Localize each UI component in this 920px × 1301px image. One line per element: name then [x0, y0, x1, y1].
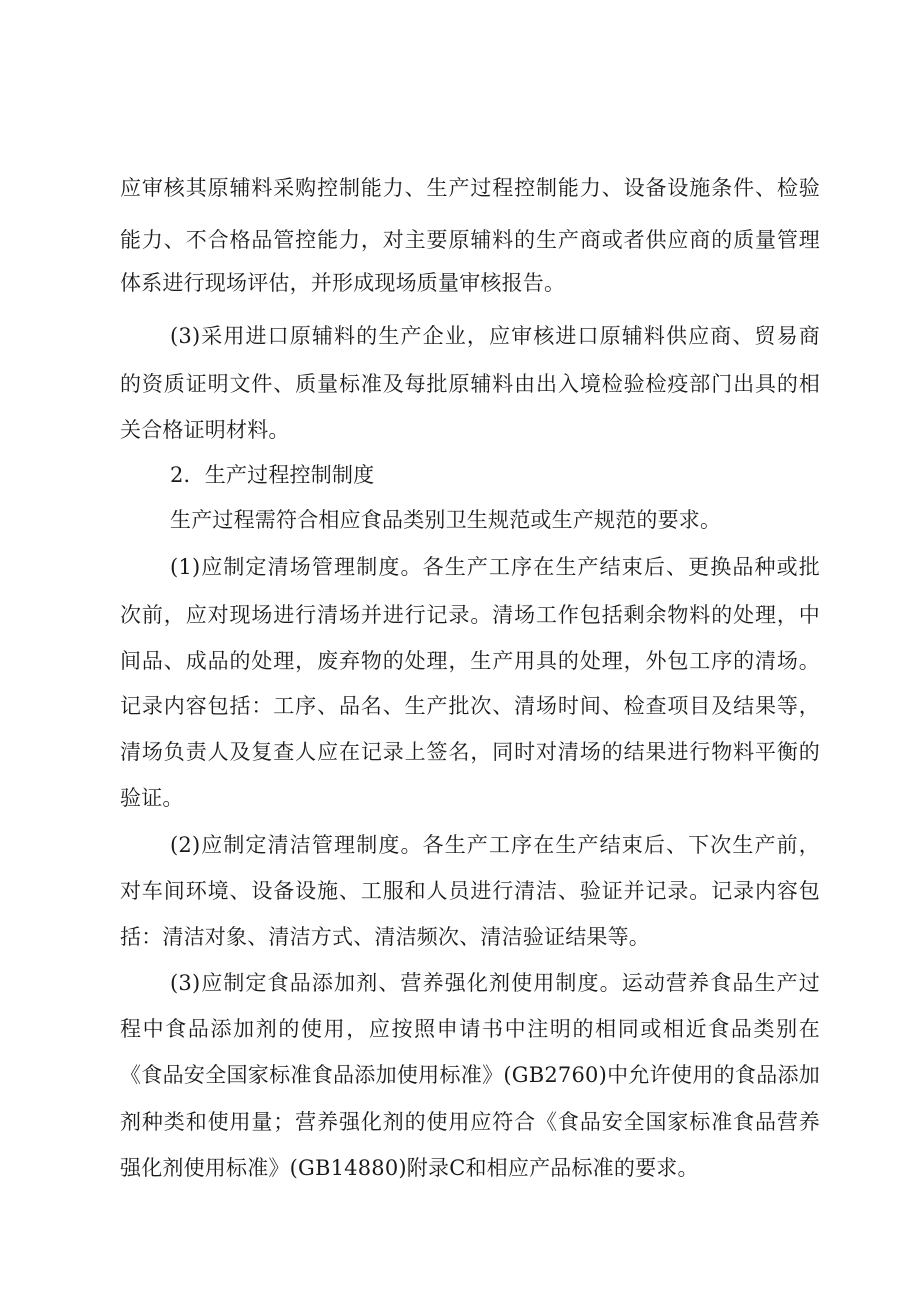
body-text-line: 生产过程需符合相应食品类别卫生规范或生产规范的要求。 [170, 508, 722, 532]
body-text-line: 剂种类和使用量；营养强化剂的使用应符合《食品安全国家标准食品营养 [120, 1110, 820, 1134]
body-text-line: 的资质证明文件、质量标准及每批原辅料由出入境检验检疫部门出具的相 [120, 372, 820, 396]
body-text-line: 关合格证明材料。 [120, 418, 290, 442]
body-text-line: (3)应制定食品添加剂、营养强化剂使用制度。运动营养食品生产过 [170, 971, 820, 995]
body-text-line: 程中食品添加剂的使用，应按照申请书中注明的相同或相近食品类别在 [120, 1017, 820, 1041]
body-text-line: (3)采用进口原辅料的生产企业，应审核进口原辅料供应商、贸易商 [170, 324, 820, 348]
section-heading: 2．生产过程控制制度 [170, 463, 375, 487]
body-text-line: 《食品安全国家标准食品添加使用标准》(GB2760)中允许使用的食品添加 [120, 1063, 820, 1087]
body-text-line: (2)应制定清洁管理制度。各生产工序在生产结束后、下次生产前， [170, 833, 820, 857]
body-text-line: 验证。 [120, 786, 184, 810]
body-text-line: 次前，应对现场进行清场并进行记录。清场工作包括剩余物料的处理，中 [120, 603, 820, 627]
body-text-line: 间品、成品的处理，废弃物的处理，生产用具的处理，外包工序的清场。 [120, 649, 820, 673]
body-text-line: 清场负责人及复查人应在记录上签名，同时对清场的结果进行物料平衡的 [120, 740, 820, 764]
body-text-line: 对车间环境、设备设施、工服和人员进行清洁、验证并记录。记录内容包 [120, 879, 820, 903]
body-text-line: 记录内容包括：工序、品名、生产批次、清场时间、检查项目及结果等， [120, 694, 820, 718]
body-text-line: 强化剂使用标准》(GB14880)附录C和相应产品标准的要求。 [120, 1156, 699, 1180]
body-text-line: 括：清洁对象、清洁方式、清洁频次、清洁验证结果等。 [120, 925, 650, 949]
body-text-line: 体系进行现场评估，并形成现场质量审核报告。 [120, 271, 566, 295]
body-text-line: 能力、不合格品管控能力，对主要原辅料的生产商或者供应商的质量管理 [120, 228, 820, 252]
body-text-line: (1)应制定清场管理制度。各生产工序在生产结束后、更换品种或批 [170, 555, 820, 579]
body-text-line: 应审核其原辅料采购控制能力、生产过程控制能力、设备设施条件、检验 [120, 176, 820, 200]
